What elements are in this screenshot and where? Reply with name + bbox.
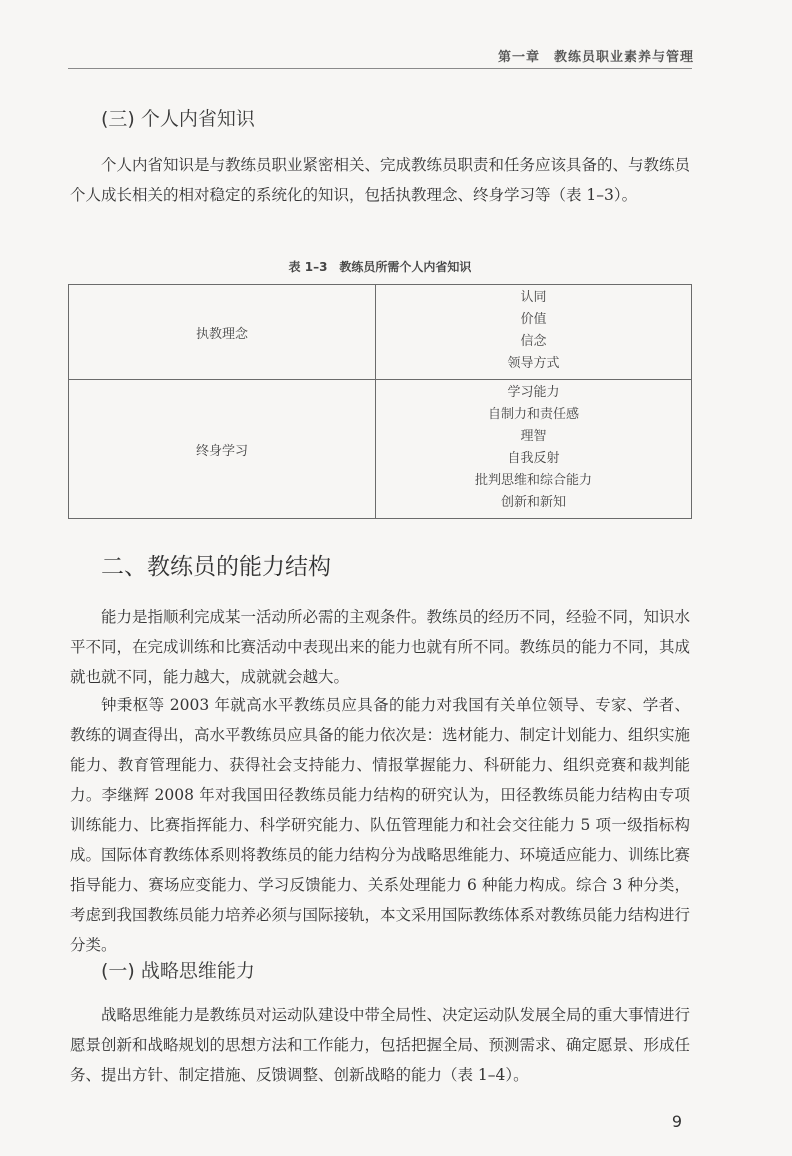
- running-head: 第一章 教练员职业素养与管理: [497, 50, 694, 65]
- table-caption: 表 1–3 教练员所需个人内省知识: [288, 260, 472, 274]
- table-item: 自制力和责任感: [487, 407, 579, 422]
- table-item: 信念: [520, 334, 547, 349]
- knowledge-table: [68, 284, 692, 519]
- page-number: 9: [671, 1112, 682, 1131]
- table-row: [69, 380, 692, 519]
- chapter-section-heading: 二、教练员的能力结构: [101, 554, 331, 580]
- paragraph-strategic-thinking: 战略思维能力是教练员对运动队建设中带全局性、决定运动队发展全局的重大事情进行愿景创新和战略规划的思想方法和工作能力，包括把握全局、预测需求、确定愿景、形成任务、提出方针、制定措施、反馈调整、创新战略的能力（表 1–4）。: [70, 1006, 691, 1084]
- table-item: 创新和新知: [500, 495, 566, 510]
- header-rule: [68, 68, 692, 69]
- table-items-cell: [376, 380, 692, 519]
- table-item: 价值: [520, 312, 547, 327]
- table-item: 批判思维和综合能力: [474, 473, 592, 488]
- paragraph-ability-definition: 能力是指顺利完成某一活动所必需的主观条件。教练员的经历不同，经验不同，知识水平不同，在完成训练和比赛活动中表现出来的能力也就有所不同。教练员的能力不同，其成就也就不同，能力越大，成就就会越大。: [70, 608, 691, 686]
- paragraph-ability-classification: 钟秉枢等 2003 年就高水平教练员应具备的能力对我国有关单位领导、专家、学者、教练的调查得出，高水平教练员应具备的能力依次是：选材能力、制定计划能力、组织实施能力、教育管理能力、获得社会支持能力、情报掌握能力、科研能力、组织竞赛和裁判能力。李继辉 2008 年对我国田径教练员能力结构的研究认为，田径教练员能力结构由专项训练能力、比赛指挥能力、科学研究能力、队伍管理能力和社会交往能力 5 项一级指标构成。国际体育教练体系则将教练员的能力结构分为战略思维能力、环境适应能力、训练比赛指导能力、赛场应变能力、学习反馈能力、关系处理能力 6 种能力构成。综合 3 种分类，考虑到我国教练员能力培养必须与国际接轨，本文采用国际教练体系对教练员能力结构进行分类。: [70, 696, 691, 954]
- table-items-cell: [376, 285, 692, 380]
- section-heading-strategic-thinking: (一) 战略思维能力: [101, 960, 255, 982]
- paragraph-personal-knowledge: 个人内省知识是与教练员职业紧密相关、完成教练员职责和任务应该具备的、与教练员个人成长相关的相对稳定的系统化的知识，包括执教理念、终身学习等（表 1–3）。: [70, 156, 691, 204]
- table-item: 认同: [520, 290, 547, 305]
- table-category-cell: 终身学习: [69, 380, 376, 519]
- table-item: 领导方式: [507, 356, 560, 371]
- table-category-cell: 执教理念: [69, 285, 376, 380]
- section-heading-personal-knowledge: (三) 个人内省知识: [101, 108, 255, 130]
- table-item: 学习能力: [507, 385, 560, 400]
- table-item: 自我反射: [507, 451, 560, 466]
- table-item: 理智: [520, 429, 547, 444]
- table-row: [69, 285, 692, 380]
